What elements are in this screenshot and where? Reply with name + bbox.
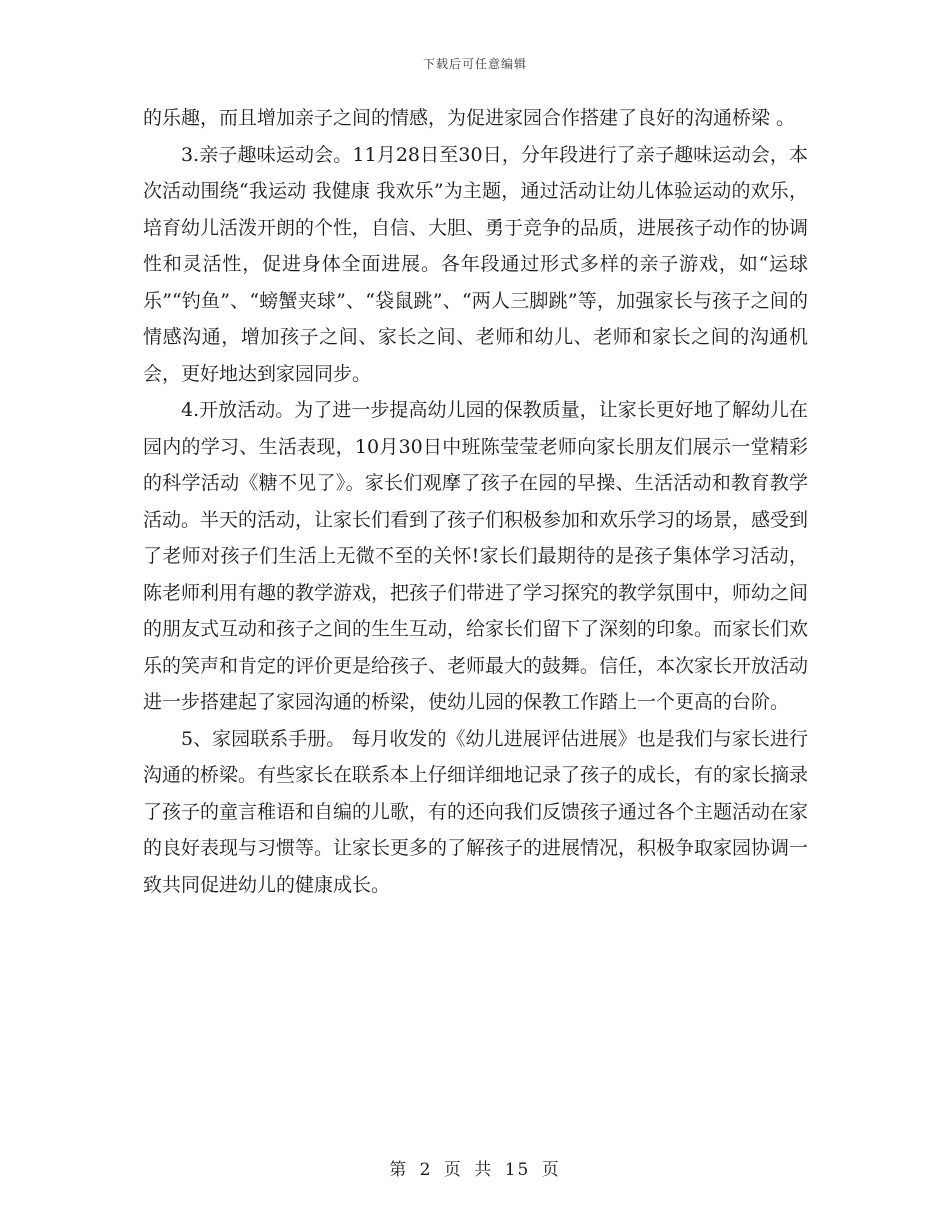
- paragraph-continuation: 的乐趣，而且增加亲子之间的情感，为促进家园合作搭建了良好的沟通桥梁 。: [143, 107, 796, 129]
- paragraph-sports-meet: 3.亲子趣味运动会。11月28日至30日，分年段进行了亲子趣味运动会，本次活动围绕“我运动 我健康 我欢乐”为主题，通过活动让幼儿体验运动的欢乐，培育幼儿活泼开朗的个性，自信、大胆、勇于竞争的品质，进展孩子动作的协调性和灵活性，促进身体全面进展。各年段通过形式多样的亲子游戏，如“运球乐”“钓鱼”、“螃蟹夹球”、“袋鼠跳”、“两人三脚跳”等，加强家长与孩子之间的情感沟通，增加孩子之间、家长之间、老师和幼儿、老师和家长之间的沟通机会，更好地达到家园同步。: [143, 143, 809, 385]
- page-header: 下载后可任意编辑: [422, 57, 527, 71]
- document-body: [143, 100, 808, 903]
- paragraph-open-activity: 4.开放活动。为了进一步提高幼儿园的保教质量，让家长更好地了解幼儿在园内的学习、生活表现，10月30日中班陈莹莹老师向家长朋友们展示一堂精彩的科学活动《糖不见了》。家长们观摩了孩子在园的早操、生活活动和教育教学活动。半天的活动，让家长们看到了孩子们积极参加和欢乐学习的场景，感受到了老师对孩子们生活上无微不至的关怀!家长们最期待的是孩子集体学习活动，陈老师利用有趣的教学游戏，把孩子们带进了学习探究的教学氛围中，师幼之间的朋友式互动和孩子之间的生生互动，给家长们留下了深刻的印象。而家长们欢乐的笑声和肯定的评价更是给孩子、老师最大的鼓舞。信任，本次家长开放活动进一步搭建起了家园沟通的桥梁，使幼儿园的保教工作踏上一个更高的台阶。: [143, 399, 809, 713]
- paragraph-contact-handbook: 5、家园联系手册。 每月收发的《幼儿进展评估进展》也是我们与家长进行沟通的桥梁。有些家长在联系本上仔细详细地记录了孩子的成长，有的家长摘录了孩子的童言稚语和自编的儿歌，有的还向我们反馈孩子通过各个主题活动在家的良好表现与习惯等。让家长更多的了解孩子的进展情况，积极争取家园协调一致共同促进幼儿的健康成长。: [143, 727, 809, 896]
- page-number-footer: 第 2 页 共 15 页: [389, 1160, 561, 1180]
